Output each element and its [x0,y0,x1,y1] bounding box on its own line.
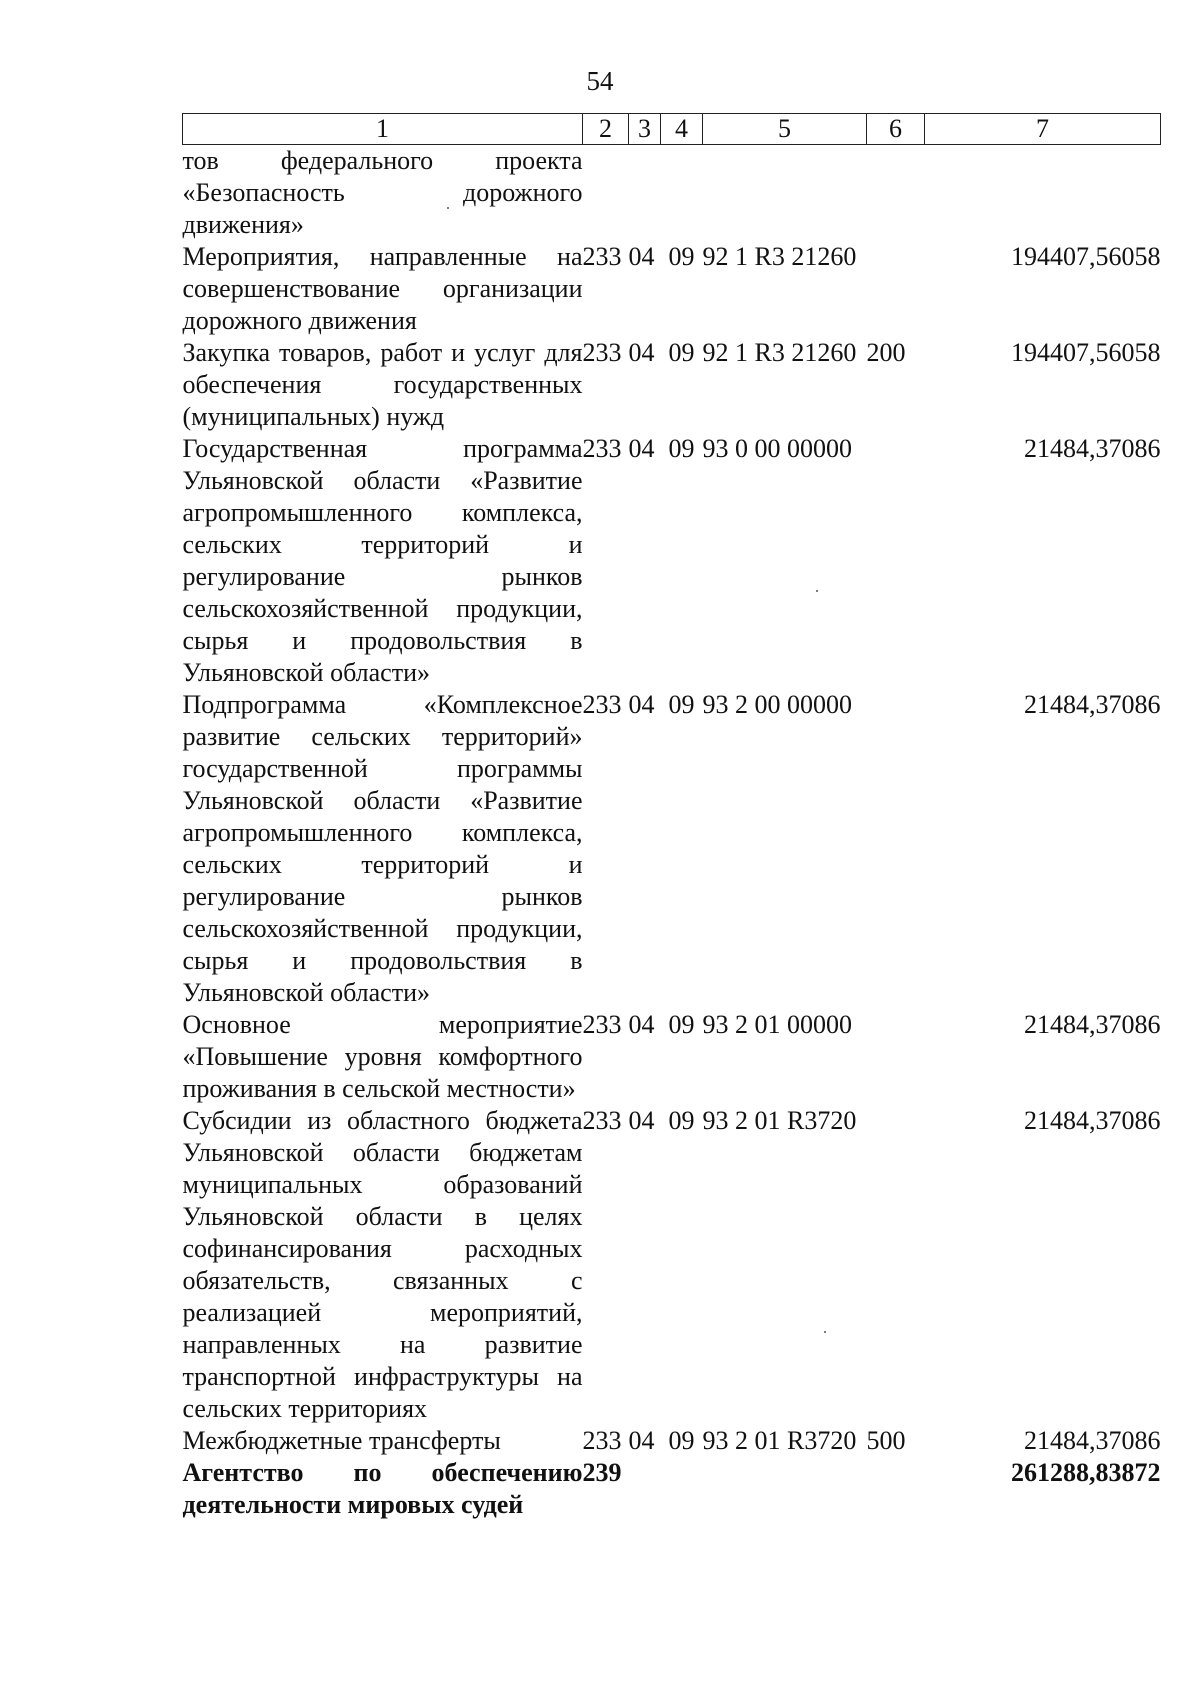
column-header: 5 [703,114,867,145]
target-article-code: 92 1 R3 21260 [702,242,857,271]
expense-type-code [867,1105,925,1425]
row-name: Закупка товаров, работ и услуг для обеспечения государственных (муниципальных) нужд [182,338,583,431]
row-name: Субсидии из областного бюджета Ульяновской области бюджетам муниципальных образований Ульяновской области в целях софинансирования расходных обязательств, связанных с реализацией мероприятий, направленных на развитие транспортной инфраструктуры на сельских территориях [182,1106,583,1423]
section-code: 04 [628,242,655,271]
subsection-code [661,145,703,242]
amount-value: 194407,56058 [1011,242,1161,271]
section-code: 04 [628,1010,655,1039]
column-header: 1 [183,114,583,145]
section-code [629,145,661,242]
row-name: Подпрограмма «Комплексное развитие сельских территорий» государственной программы Ульяновской области «Развитие агропромышленного комплекса, сельских территорий и регулирование рынков сельскохозяйственной продукции, сырья и продовольствия в Ульяновской области» [182,690,583,1007]
amount-value: 21484,37086 [1024,690,1161,719]
column-number-row [183,114,1161,145]
expense-type-code: 200 [866,338,906,367]
table-row [183,1105,1161,1425]
amount-value: 21484,37086 [1024,434,1161,463]
subsection-code: 09 [668,1106,695,1135]
section-code: 04 [628,1426,655,1455]
table-row [183,1425,1161,1457]
amount-value: 21484,37086 [1024,1426,1161,1455]
section-code: 04 [628,1106,655,1135]
table-row [183,1009,1161,1105]
expense-type-code: 500 [866,1426,906,1455]
subsection-code: 09 [668,242,695,271]
target-article-code: 93 0 00 00000 [702,434,852,463]
row-name: Мероприятия, направленные на совершенствование организации дорожного движения [182,242,583,335]
table-row [183,1457,1161,1521]
expense-type-code [867,1009,925,1105]
ministry-code: 233 [582,242,622,271]
column-header: 4 [661,114,703,145]
column-header: 7 [925,114,1161,145]
expense-type-code [867,241,925,337]
scan-speck [447,207,449,209]
row-name: тов федерального проекта «Безопасность дорожного движения» [182,146,583,239]
amount-value [925,145,1161,242]
column-header: 3 [629,114,661,145]
table-row [183,433,1161,689]
section-code [629,1457,661,1521]
expense-type-code [867,689,925,1009]
target-article-code: 93 2 00 00000 [702,690,852,719]
ministry-code: 233 [582,338,622,367]
subsection-code: 09 [668,690,695,719]
column-header: 2 [583,114,629,145]
amount-value: 261288,83872 [1011,1458,1161,1487]
ministry-code: 233 [582,690,622,719]
amount-value: 21484,37086 [1024,1010,1161,1039]
row-name: Агентство по обеспечению деятельности мировых судей [182,1458,583,1519]
budget-table [182,113,1161,1521]
row-name: Межбюджетные трансферты [182,1426,501,1455]
subsection-code: 09 [668,434,695,463]
scan-speck [824,1331,826,1333]
column-header: 6 [867,114,925,145]
expense-type-code [867,1457,925,1521]
section-code: 04 [628,338,655,367]
row-name: Основное мероприятие «Повышение уровня комфортного проживания в сельской местности» [182,1010,583,1103]
amount-value: 194407,56058 [1011,338,1161,367]
table-row [183,241,1161,337]
subsection-code: 09 [668,338,695,367]
row-name: Государственная программа Ульяновской области «Развитие агропромышленного комплекса, сельских территорий и регулирование рынков сельскохозяйственной продукции, сырья и продовольствия в Ульяновской области» [182,434,583,687]
page-number: 54 [586,66,614,96]
ministry-code [583,145,629,242]
target-article-code: 93 2 01 R3720 [702,1426,857,1455]
expense-type-code [867,433,925,689]
target-article-code [703,145,867,242]
table-row [183,145,1161,242]
target-article-code: 92 1 R3 21260 [702,338,857,367]
expense-type-code [867,145,925,242]
subsection-code [661,1457,703,1521]
amount-value: 21484,37086 [1024,1106,1161,1135]
target-article-code: 93 2 01 00000 [702,1010,852,1039]
section-code: 04 [628,434,655,463]
ministry-code: 233 [582,1010,622,1039]
ministry-code: 239 [582,1458,622,1487]
ministry-code: 233 [582,1426,622,1455]
table-row [183,337,1161,433]
target-article-code: 93 2 01 R3720 [702,1106,857,1135]
subsection-code: 09 [668,1010,695,1039]
subsection-code: 09 [668,1426,695,1455]
ministry-code: 233 [582,434,622,463]
table-row [183,689,1161,1009]
scan-speck [816,590,818,592]
target-article-code [703,1457,867,1521]
ministry-code: 233 [582,1106,622,1135]
section-code: 04 [628,690,655,719]
